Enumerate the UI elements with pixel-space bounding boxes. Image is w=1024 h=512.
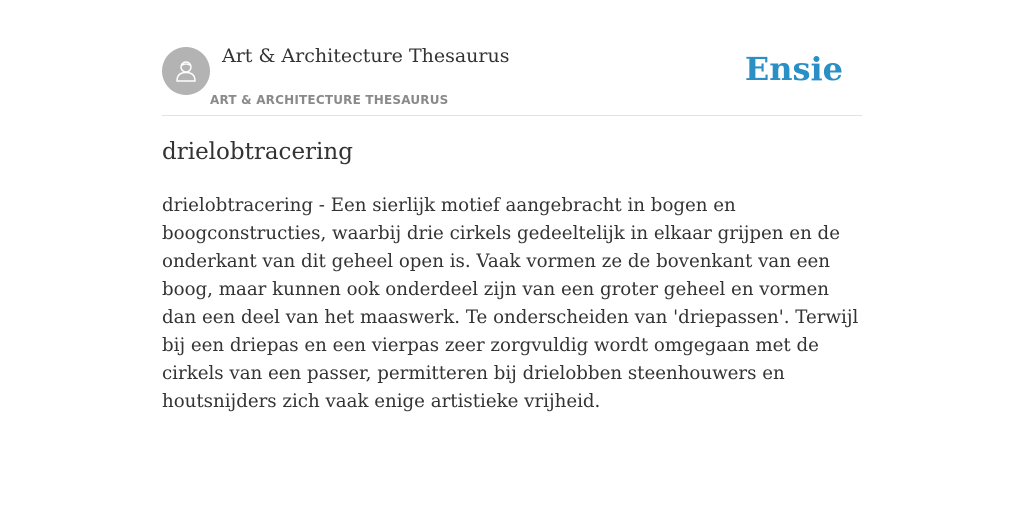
entry-definition: drielobtracering - Een sierlijk motief aangebracht in bogen en boogconstructies, waarbij drie cirkels gedeeltelijk in elkaar grijpen en de onderkant van dit geheel open is. Vaak vormen ze de bovenkant van een boog, maar kunnen ook onderdeel zijn van een groter geheel en vormen dan een deel van het maaswerk. Te onderscheiden van 'driepassen'. Terwijl bij een driepas en een vierpas zeer zorgvuldig wordt omgegaan met de cirkels van een passer, permitteren bij drielobben steenhouwers en houtsnijders zich vaak enige artistieke vrijheid. <box>162 195 859 412</box>
brand-logo[interactable]: Ensie <box>744 50 843 88</box>
avatar[interactable] <box>162 47 210 95</box>
source-subtitle[interactable]: ART & ARCHITECTURE THESAURUS <box>210 93 449 107</box>
source-title[interactable]: Art & Architecture Thesaurus <box>222 45 510 67</box>
entry-term: drielobtracering <box>162 139 353 165</box>
user-icon <box>172 57 200 85</box>
header-divider <box>162 115 862 116</box>
